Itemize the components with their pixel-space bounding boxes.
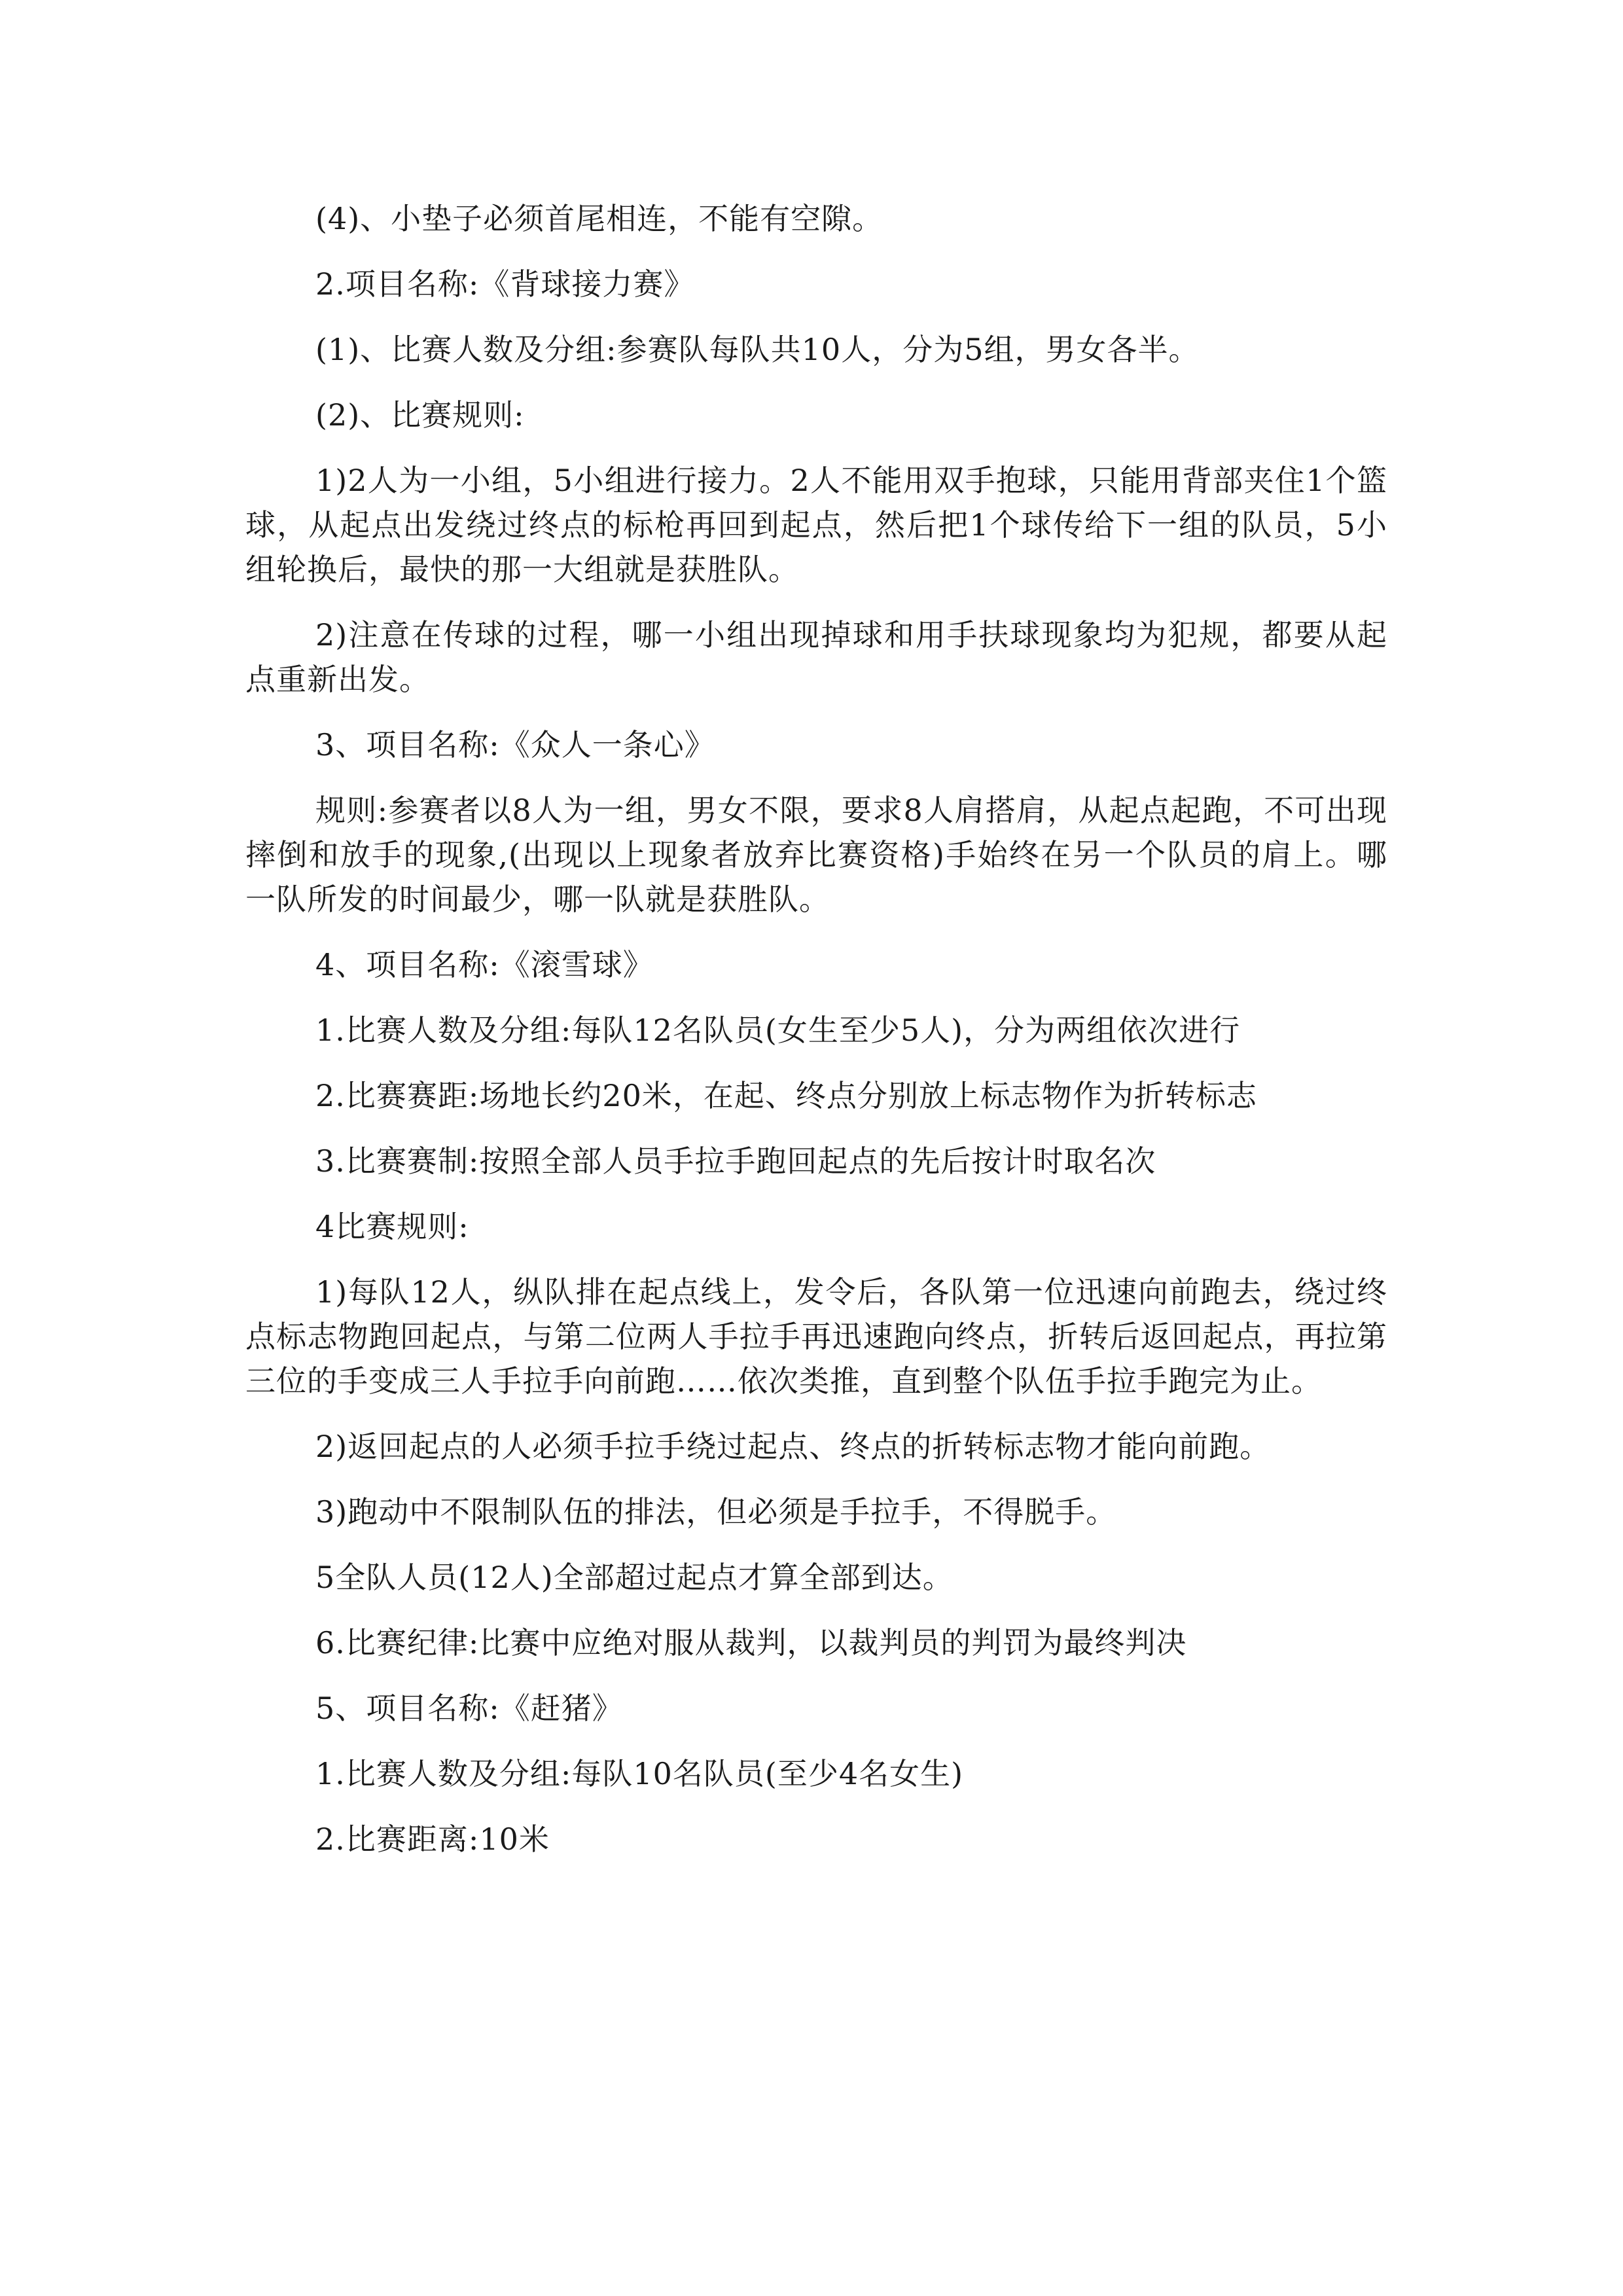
paragraph: 1.比赛人数及分组:每队12名队员(女生至少5人)，分为两组依次进行 [315, 1013, 1241, 1048]
document-page [245, 196, 1387, 1882]
paragraph: 3.比赛赛制:按照全部人员手拉手跑回起点的先后按计时取名次 [315, 1143, 1156, 1179]
paragraph: 2)返回起点的人必须手拉手绕过起点、终点的折转标志物才能向前跑。 [315, 1429, 1271, 1464]
paragraph: 2.比赛赛距:场地长约20米，在起、终点分别放上标志物作为折转标志 [315, 1078, 1257, 1113]
paragraph: 5全队人员(12人)全部超过起点才算全部到达。 [315, 1560, 954, 1595]
paragraph: (1)、比赛人数及分组:参赛队每队共10人，分为5组，男女各半。 [315, 332, 1200, 367]
paragraph: 6.比赛纪律:比赛中应绝对服从裁判，以裁判员的判罚为最终判决 [315, 1625, 1187, 1660]
paragraph: 5、项目名称:《赶猪》 [315, 1691, 623, 1726]
paragraph: 1)每队12人，纵队排在起点线上，发令后，各队第一位迅速向前跑去，绕过终点标志物跑回起点，与第二位两人手拉手再迅速跑向终点，折转后返回起点，再拉第三位的手变成三人手拉手向前跑……依次类推，直到整个队伍手拉手跑完为止。 [245, 1274, 1387, 1399]
paragraph: (2)、比赛规则: [315, 397, 525, 433]
paragraph: 2)注意在传球的过程，哪一小组出现掉球和用手扶球现象均为犯规，都要从起点重新出发。 [245, 617, 1387, 697]
paragraph: 规则:参赛者以8人为一组，男女不限，要求8人肩搭肩，从起点起跑，不可出现摔倒和放手的现象,(出现以上现象者放弃比赛资格)手始终在另一个队员的肩上。哪一队所发的时间最少，哪一队就是获胜队。 [245, 793, 1387, 917]
paragraph: 1)2人为一小组，5小组进行接力。2人不能用双手抱球，只能用背部夹住1个篮球，从起点出发绕过终点的标枪再回到起点，然后把1个球传给下一组的队员，5小组轮换后，最快的那一大组就是获胜队。 [245, 463, 1387, 587]
paragraph: 3、项目名称:《众人一条心》 [315, 727, 715, 762]
paragraph: 2.比赛距离:10米 [315, 1821, 550, 1857]
paragraph: (4)、小垫子必须首尾相连，不能有空隙。 [315, 201, 883, 236]
paragraph: 4比赛规则: [315, 1209, 469, 1244]
paragraph: 2.项目名称:《背球接力赛》 [315, 266, 695, 302]
paragraph: 1.比赛人数及分组:每队10名队员(至少4名女生) [315, 1756, 964, 1791]
paragraph: 4、项目名称:《滚雪球》 [315, 947, 654, 982]
paragraph: 3)跑动中不限制队伍的排法，但必须是手拉手，不得脱手。 [315, 1494, 1117, 1530]
